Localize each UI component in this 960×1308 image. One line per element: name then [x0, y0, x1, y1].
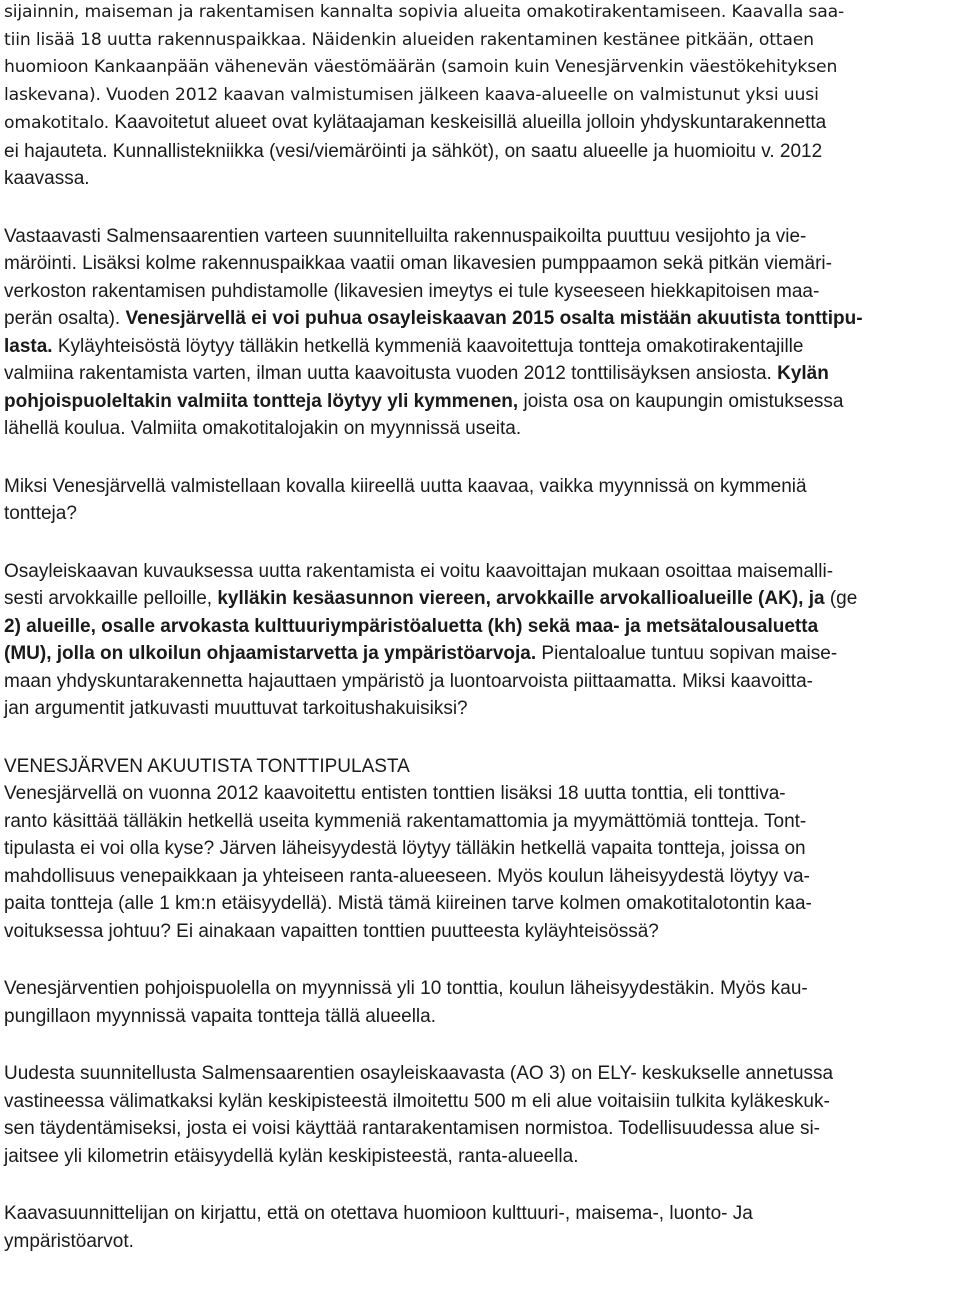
- p2-line-2: märöinti. Lisäksi kolme rakennuspaikkaa vaatii oman likavesien pumppaamon sekä pitkän viemäri-: [4, 253, 832, 274]
- p2-line-5: [4, 333, 952, 361]
- p7-line-4: jaitsee yli kilometrin etäisyydellä kylän keskipisteestä, ranta-alueella.: [4, 1145, 579, 1167]
- p5-line-6: voituksessa johtuu? Ei ainakaan vapaitten tonttien puutteesta kyläyhteisössä?: [4, 920, 659, 942]
- paragraph-7: [4, 1060, 952, 1170]
- p1-line-5-a: omakotitalo.: [4, 113, 110, 133]
- p2-line-4-b: Venesjärvellä ei voi puhua osayleiskaavan 2015 osalta mistään akuutista tonttipu-: [125, 308, 863, 329]
- p4-line-2-a: sesti arvokkaille pelloille,: [4, 588, 218, 609]
- p5-line-2: ranto käsittää tälläkin hetkellä useita kymmeniä rakentamattomia ja myymättömiä tontteja. Tont-: [4, 810, 807, 832]
- p5-line-1: Venesjärvellä on vuonna 2012 kaavoitettu entisten tonttien lisäksi 18 uutta tonttia, eli tonttiva-: [4, 783, 786, 804]
- p7-line-3: sen täydentämiseksi, josta ei voisi käyttää rantarakentamisen normistoa. Todellisuudessa alue si-: [4, 1118, 821, 1139]
- p8-line-2: ympäristöarvot.: [4, 1230, 134, 1252]
- p4-line-2: [4, 585, 952, 613]
- p5-line-5: paita tontteja (alle 1 km:n etäisyydellä). Mistä tämä kiireinen tarve kolmen omakotitalotontin kaa-: [4, 893, 812, 914]
- paragraph-4: [4, 558, 952, 723]
- p4-line-2-b: kylläkin kesäasunnon viereen, arvokkaille arvokallioalueille (AK), ja: [217, 588, 825, 609]
- p2-line-6-b: Kylän: [777, 363, 829, 384]
- paragraph-3: [4, 473, 952, 528]
- p1-line-2: tiin lisää 18 uutta rakennuspaikkaa. Näidenkin alueiden rakentaminen kestänee pitkään, ottaen: [4, 29, 814, 50]
- p1-line-1: sijainnin, maiseman ja rakentamisen kannalta sopivia alueita omakotirakentamiseen. Kaavalla saa-: [4, 2, 845, 22]
- p6-line-1: Venesjärventien pohjoispuolella on myynnissä yli 10 tonttia, koulun läheisyydestäkin. Myös kau-: [4, 978, 808, 999]
- p5-line-3: tipulasta ei voi olla kyse? Järven läheisyydestä löytyy tälläkin hetkellä vapaita tontteja, joissa on: [4, 838, 806, 859]
- p4-line-1: Osayleiskaavan kuvauksessa uutta rakentamista ei voitu kaavoittajan mukaan osoittaa maisemalli-: [4, 560, 834, 582]
- paragraph-8: [4, 1200, 952, 1255]
- p2-line-1: Vastaavasti Salmensaarentien varteen suunnitelluilta rakennuspaikoilta puuttuu vesijohto ja vie-: [4, 225, 807, 247]
- paragraph-2: [4, 223, 952, 443]
- p1-line-3: huomioon Kankaanpään vähenevän väestömäärän (samoin kuin Venesjärvenkin väestökehityksen: [4, 57, 838, 77]
- p1-line-7: kaavassa.: [4, 168, 90, 189]
- p2-line-7-b: joista osa on kaupungin omistuksessa: [518, 390, 844, 412]
- p4-line-3-b: 2) alueille, osalle arvokasta kulttuuriympäristöaluetta (kh) sekä maa- ja metsätalousaluetta: [4, 615, 819, 637]
- section-heading: VENESJÄRVEN AKUUTISTA TONTTIPULASTA: [4, 755, 410, 777]
- p4-line-4-b: Pientaloalue tuntuu sopivan maise-: [536, 643, 838, 664]
- paragraph-6: [4, 975, 952, 1030]
- paragraph-5: [4, 753, 952, 946]
- p4-line-4-a: (MU), jolla on ulkoilun ohjaamistarvetta ja ympäristöarvoja.: [4, 643, 537, 664]
- paragraph-1: [4, 0, 952, 193]
- p2-line-5-a: lasta.: [4, 335, 53, 357]
- p3-line-1: Miksi Venesjärvellä valmistellaan kovalla kiireellä uutta kaavaa, vaikka myynnissä on kymmeniä: [4, 475, 807, 497]
- p4-line-2-c: (ge: [824, 588, 858, 609]
- p2-line-7: [4, 388, 952, 416]
- p2-line-4-a: perän osalta).: [4, 308, 126, 329]
- p7-line-2: vastineessa välimatkaksi kylän keskipisteestä ilmoitettu 500 m eli alue voitaisiin tulkita kyläkeskuk-: [4, 1090, 830, 1112]
- p1-line-5: [4, 109, 952, 138]
- p5-line-4: mahdollisuus venepaikkaan ja yhteiseen ranta-alueeseen. Myös koulun läheisyydestä löytyy va-: [4, 865, 810, 887]
- p1-line-6: ei hajauteta. Kunnallistekniikka (vesi/viemäröinti ja sähköt), on saatu alueelle ja huomioitu v. 2012: [4, 140, 823, 162]
- p2-line-8: lähellä koulua. Valmiita omakotitalojakin on myynnissä useita.: [4, 418, 522, 439]
- p8-line-1: Kaavasuunnittelijan on kirjattu, että on otettava huomioon kulttuuri-, maisema-, luonto- Ja: [4, 1203, 753, 1224]
- p2-line-3: verkoston rakentamisen puhdistamolle (likavesien imeytys ei tule kyseeseen hiekkapitoisen maa-: [4, 280, 820, 302]
- p2-line-5-b: Kyläyhteisöstä löytyy tälläkin hetkellä kymmeniä kaavoitettuja tontteja omakotirakentajille: [52, 335, 804, 357]
- p2-line-6: [4, 360, 952, 388]
- p2-line-6-a: valmiina rakentamista varten, ilman uutta kaavoitusta vuoden 2012 tonttilisäyksen ansiosta.: [4, 363, 778, 384]
- p4-line-3: [4, 613, 952, 641]
- p7-line-1: Uudesta suunnitellusta Salmensaarentien osayleiskaavasta (AO 3) on ELY- keskukselle annetussa: [4, 1063, 834, 1084]
- p4-line-5: maan yhdyskuntarakennetta hajauttaen ympäristö ja luontoarvoista piittaamatta. Miksi kaavoitta-: [4, 670, 813, 692]
- p1-line-4: laskevana). Vuoden 2012 kaavan valmistumisen jälkeen kaava-alueelle on valmistunut yksi uusi: [4, 84, 819, 105]
- p4-line-4: [4, 640, 952, 668]
- p1-line-5-b: Kaavoitetut alueet ovat kylätaajaman keskeisillä alueilla jolloin yhdyskuntarakennetta: [109, 112, 827, 133]
- p3-line-2: tontteja?: [4, 503, 77, 524]
- p2-line-7-a: pohjoispuoleltakin valmiita tontteja löytyy yli kymmenen,: [4, 390, 519, 412]
- p4-line-6: jan argumentit jatkuvasti muuttuvat tarkoitushakuisiksi?: [4, 698, 468, 719]
- p6-line-2: pungillaon myynnissä vapaita tontteja tällä alueella.: [4, 1005, 436, 1027]
- p2-line-4: [4, 305, 952, 333]
